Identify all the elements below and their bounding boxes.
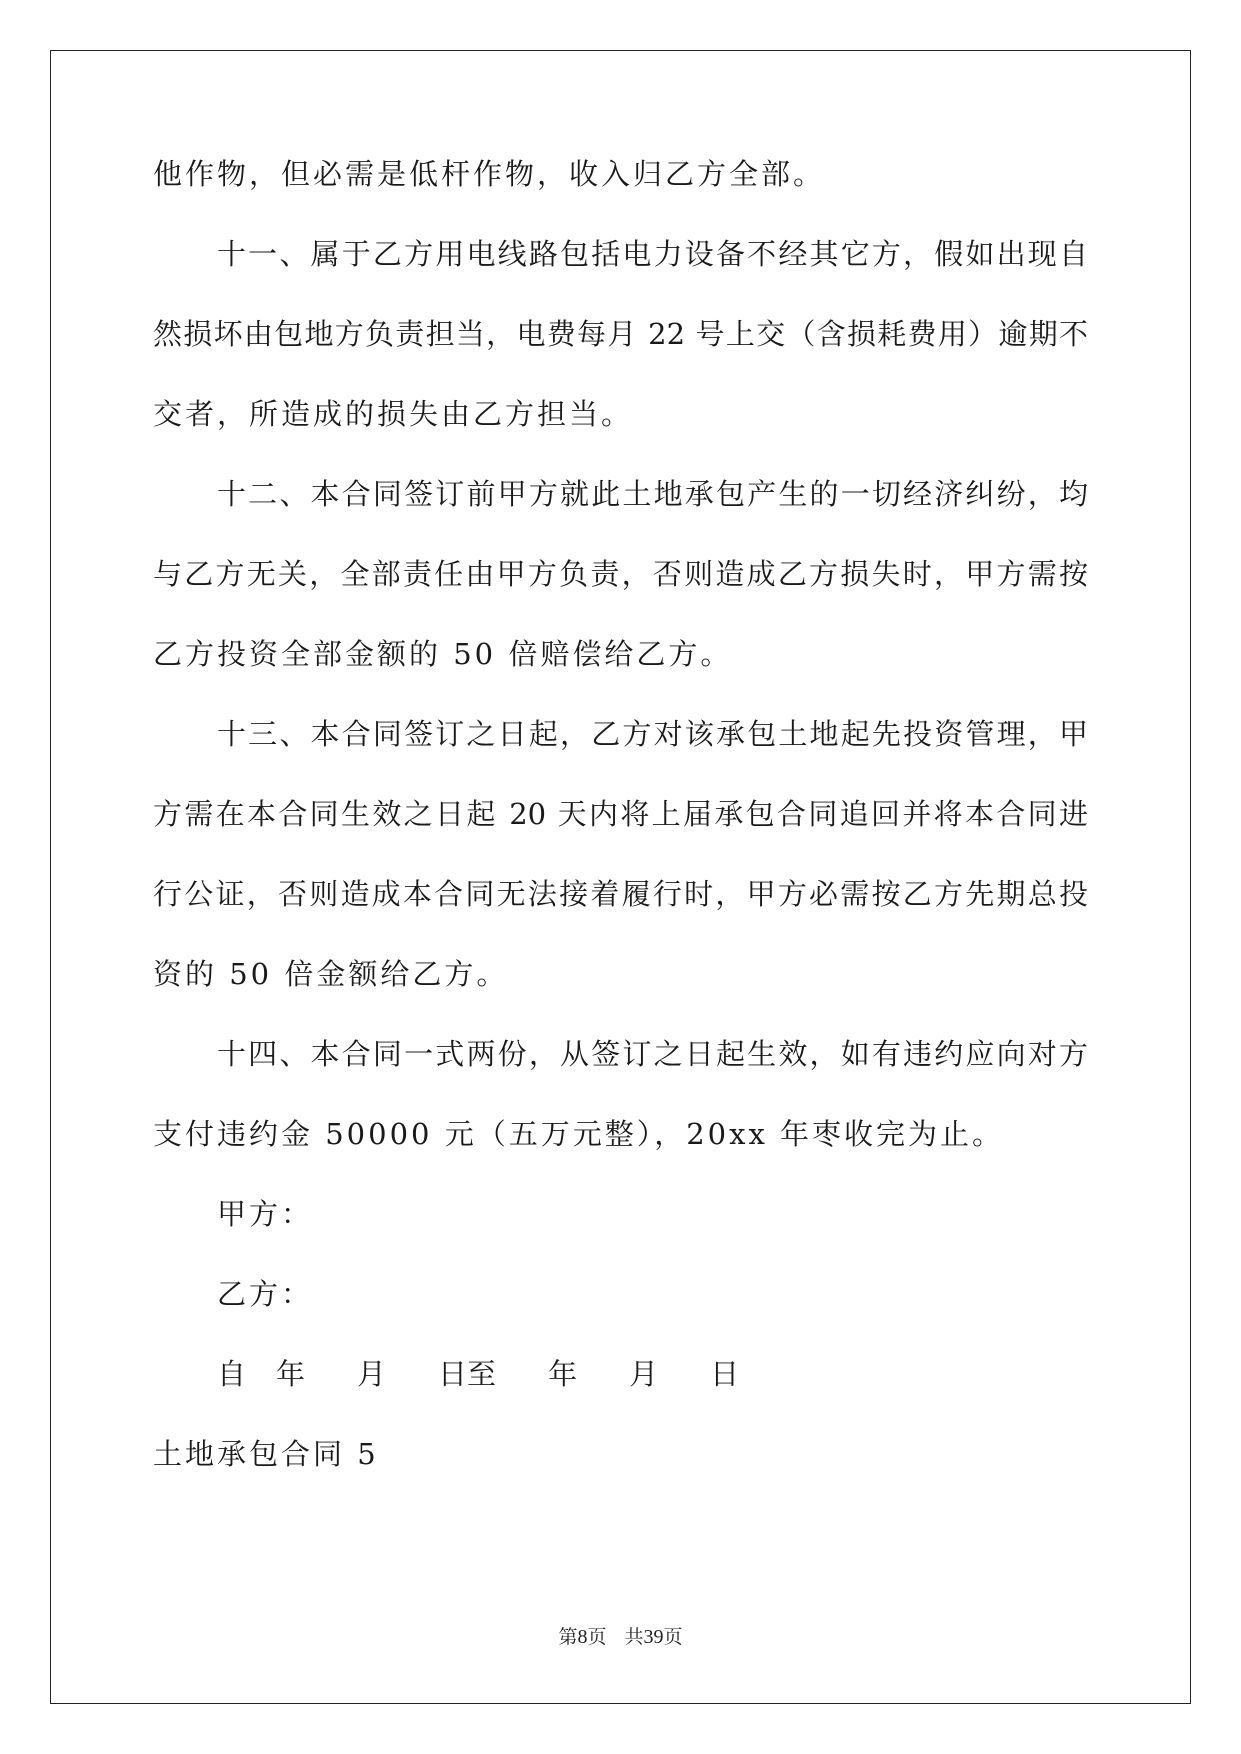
text-line: 十一、属于乙方用电线路包括电力设备不经其它方，假如出现自 <box>217 237 1088 271</box>
date-word: 自 <box>217 1357 247 1391</box>
page-number: 8 <box>577 1626 588 1648</box>
date-word: 年 <box>548 1357 578 1391</box>
footer-total-prefix: 共 <box>624 1626 644 1648</box>
total-pages: 39 <box>643 1626 664 1648</box>
footer-total-unit: 页 <box>663 1626 683 1648</box>
date-word: 年 <box>276 1357 306 1391</box>
footer-prefix: 第 <box>558 1626 578 1648</box>
text-line: 乙方投资全部金额的 50 倍赔偿给乙方。 <box>153 637 733 671</box>
text-line: 支付违约金 50000 元（五万元整），20xx 年枣收完为止。 <box>153 1117 1005 1151</box>
date-word: 月 <box>357 1357 387 1391</box>
text-line: 十二、本合同签订前甲方就此土地承包产生的一切经济纠纷，均 <box>217 477 1088 511</box>
page-footer <box>0 1626 1241 1648</box>
text-line: 资的 50 倍金额给乙方。 <box>153 957 509 991</box>
section-heading: 土地承包合同 5 <box>153 1437 379 1471</box>
date-word: 日 <box>710 1357 740 1391</box>
document-body <box>153 158 1088 1518</box>
text-line: 与乙方无关，全部责任由甲方负责，否则造成乙方损失时，甲方需按 <box>153 557 1088 591</box>
signature-party-a: 甲方： <box>217 1197 314 1231</box>
text-line: 他作物，但必需是低杆作物，收入归乙方全部。 <box>153 157 826 191</box>
text-line: 十四、本合同一式两份，从签订之日起生效，如有违约应向对方 <box>217 1037 1088 1071</box>
text-line: 十三、本合同签订之日起，乙方对该承包土地起先投资管理，甲 <box>217 717 1088 751</box>
text-line: 交者，所造成的损失由乙方担当。 <box>153 397 634 431</box>
text-line: 方需在本合同生效之日起 20 天内将上届承包合同追回并将本合同进 <box>153 797 1088 831</box>
date-range-line <box>153 1358 1088 1438</box>
date-word: 月 <box>629 1357 659 1391</box>
date-word: 日至 <box>438 1357 497 1391</box>
text-line: 然损坏由包地方负责担当，电费每月 22 号上交（含损耗费用）逾期不 <box>153 317 1088 351</box>
signature-party-b: 乙方： <box>217 1277 314 1311</box>
text-line: 行公证，否则造成本合同无法接着履行时，甲方必需按乙方先期总投 <box>153 877 1088 911</box>
footer-page-unit: 页 <box>587 1626 607 1648</box>
